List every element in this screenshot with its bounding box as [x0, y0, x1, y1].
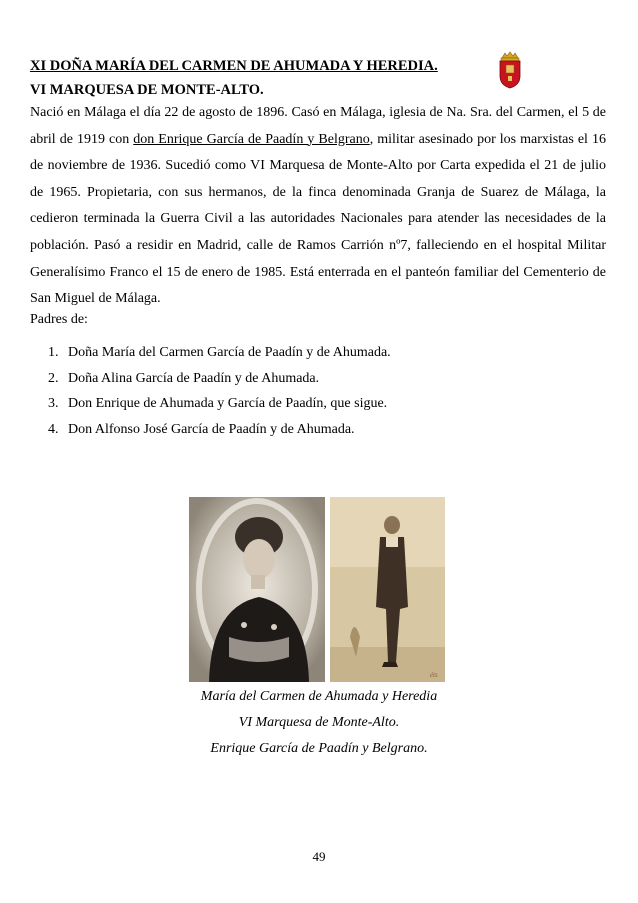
biography-paragraph	[30, 100, 606, 313]
section-title: XI DOÑA MARÍA DEL CARMEN DE AHUMADA Y HEREDIA.	[30, 58, 438, 74]
list-item	[48, 417, 391, 443]
portrait-photo-maria-del-carmen	[189, 497, 325, 682]
coat-of-arms-icon	[494, 50, 526, 90]
svg-text:éts: éts	[430, 671, 438, 679]
list-item	[48, 340, 391, 366]
children-list	[48, 340, 391, 442]
child-name: Doña Alina García de Paadín y de Ahumada.	[68, 370, 320, 386]
list-item	[48, 391, 391, 417]
list-item	[48, 366, 391, 392]
portrait-photo-enrique-garcia	[330, 497, 445, 682]
child-name: Don Alfonso José García de Paadín y de Ahumada.	[68, 421, 355, 437]
list-number: 3.	[48, 396, 59, 411]
caption-line-1: María del Carmen de Ahumada y Heredia	[200, 689, 438, 704]
caption-line-3: Enrique García de Paadín y Belgrano.	[210, 741, 428, 756]
child-name: Doña María del Carmen García de Paadín y de Ahumada.	[68, 345, 391, 360]
parents-of-label: Padres de:	[30, 312, 88, 327]
section-subtitle: VI MARQUESA DE MONTE-ALTO.	[30, 82, 264, 98]
list-number: 4.	[48, 421, 59, 437]
child-name: Don Enrique de Ahumada y García de Paadín, que sigue.	[68, 396, 388, 411]
page-number: 49	[312, 849, 326, 864]
list-number: 1.	[48, 345, 59, 360]
biography-text-part2: , militar asesinado por los marxistas el 16 de noviembre de 1936. Sucedió como VI Marquesa de Monte-Alto por Carta expedida el 21 de julio de 1965. Propietaria, con sus hermanos, de la finca denominada Granja de Suarez de Málaga, la cedieron terminada la Guerra Civil a las autoridades Nacionales para atender las necesidades de la población. Pasó a residir en Madrid, calle de Ramos Carrión nº7, falleciendo en el hospital Militar Generalísimo Franco el 15 de enero de 1985. Está enterrada en el panteón familiar del Cementerio de San Miguel de Málaga.	[30, 131, 606, 307]
biography-text-part1: Nació en Málaga el día 22 de agosto de 1896. Casó en Málaga, iglesia de Na. Sra. del Carmen, el 5 de abril de 1919 con	[30, 105, 606, 147]
caption-line-2: VI Marquesa de Monte-Alto.	[238, 715, 400, 730]
spouse-name-underlined: don Enrique García de Paadín y Belgrano	[133, 131, 370, 147]
list-number: 2.	[48, 370, 59, 386]
